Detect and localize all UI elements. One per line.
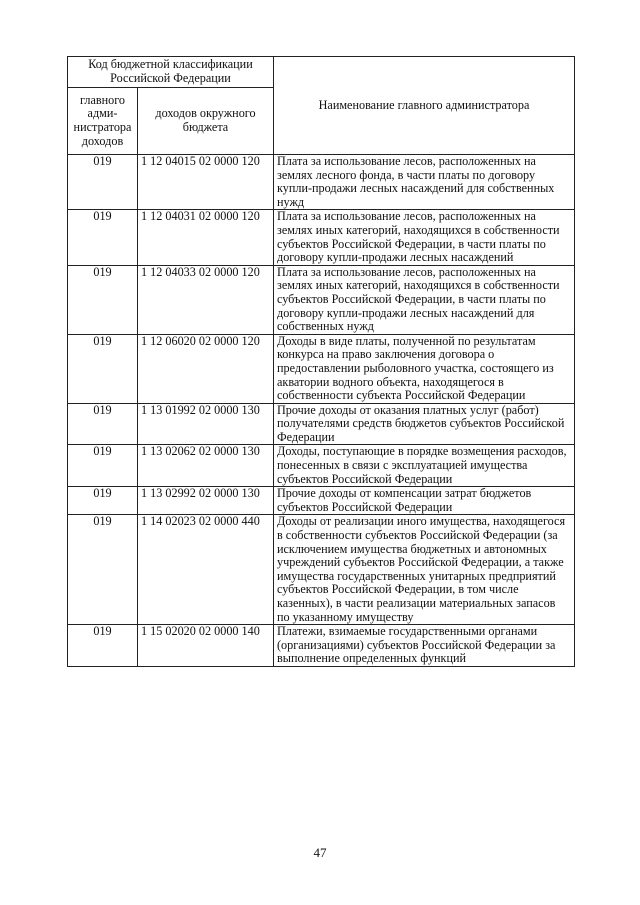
cell-revenue-code: 1 13 01992 02 0000 130 xyxy=(138,403,274,445)
cell-administrator-name: Платежи, взимаемые государственными органами (организациями) субъектов Российской Федерации за выполнение определенных функций xyxy=(274,625,575,667)
budget-classification-table xyxy=(67,56,575,667)
header-budget-classification-code: Код бюджетной классификации Российской Федерации xyxy=(68,57,274,88)
page-number: 47 xyxy=(313,845,327,860)
table-row xyxy=(68,403,575,445)
table-row xyxy=(68,155,575,210)
cell-revenue-code: 1 13 02062 02 0000 130 xyxy=(138,445,274,487)
cell-admin-code: 019 xyxy=(68,445,138,487)
cell-revenue-code: 1 12 04031 02 0000 120 xyxy=(138,210,274,265)
cell-revenue-code: 1 12 06020 02 0000 120 xyxy=(138,334,274,403)
header-main-administrator: главного адми-нистратора доходов xyxy=(68,88,138,155)
table-row xyxy=(68,210,575,265)
table-row xyxy=(68,487,575,515)
table-header xyxy=(68,57,575,155)
cell-administrator-name: Плата за использование лесов, расположенных на землях лесного фонда, в части платы по договору купли-продажи лесных насаждений для собственных нужд xyxy=(274,155,575,210)
table-row xyxy=(68,334,575,403)
cell-revenue-code: 1 14 02023 02 0000 440 xyxy=(138,515,274,625)
cell-admin-code: 019 xyxy=(68,487,138,515)
cell-admin-code: 019 xyxy=(68,265,138,334)
cell-administrator-name: Прочие доходы от компенсации затрат бюджетов субъектов Российской Федерации xyxy=(274,487,575,515)
cell-admin-code: 019 xyxy=(68,210,138,265)
cell-administrator-name: Плата за использование лесов, расположенных на землях иных категорий, находящихся в собственности субъектов Российской Федерации, в части платы по договору купли-продажи лесных насаждений xyxy=(274,210,575,265)
cell-administrator-name: Плата за использование лесов, расположенных на землях иных категорий, находящихся в собственности субъектов Российской Федерации, в части платы по договору купли-продажи лесных насаждений для собственных нужд xyxy=(274,265,575,334)
cell-admin-code: 019 xyxy=(68,334,138,403)
cell-admin-code: 019 xyxy=(68,625,138,667)
cell-admin-code: 019 xyxy=(68,155,138,210)
cell-revenue-code: 1 13 02992 02 0000 130 xyxy=(138,487,274,515)
table-body xyxy=(68,155,575,667)
header-district-budget-revenue: доходов окружного бюджета xyxy=(138,88,274,155)
cell-revenue-code: 1 12 04015 02 0000 120 xyxy=(138,155,274,210)
header-administrator-name: Наименование главного администратора xyxy=(274,57,575,155)
cell-revenue-code: 1 12 04033 02 0000 120 xyxy=(138,265,274,334)
table-row xyxy=(68,625,575,667)
cell-administrator-name: Доходы в виде платы, полученной по результатам конкурса на право заключения договора о предоставлении рыболовного участка, состоящего из акватории водного объекта, находящегося в собственности субъекта Российской Федерации xyxy=(274,334,575,403)
cell-admin-code: 019 xyxy=(68,403,138,445)
cell-admin-code: 019 xyxy=(68,515,138,625)
table-row xyxy=(68,445,575,487)
cell-administrator-name: Доходы, поступающие в порядке возмещения расходов, понесенных в связи с эксплуатацией имущества субъектов Российской Федерации xyxy=(274,445,575,487)
table-row xyxy=(68,265,575,334)
cell-administrator-name: Доходы от реализации иного имущества, находящегося в собственности субъектов Российской Федерации (за исключением имущества бюджетных и автономных учреждений субъектов Российской Федерации, а также имущества государственных унитарных предприятий субъектов Российской Федерации, в том числе казенных), в части реализации материальных запасов по указанному имуществу xyxy=(274,515,575,625)
cell-administrator-name: Прочие доходы от оказания платных услуг (работ) получателями средств бюджетов субъектов Российской Федерации xyxy=(274,403,575,445)
table-row xyxy=(68,515,575,625)
cell-revenue-code: 1 15 02020 02 0000 140 xyxy=(138,625,274,667)
